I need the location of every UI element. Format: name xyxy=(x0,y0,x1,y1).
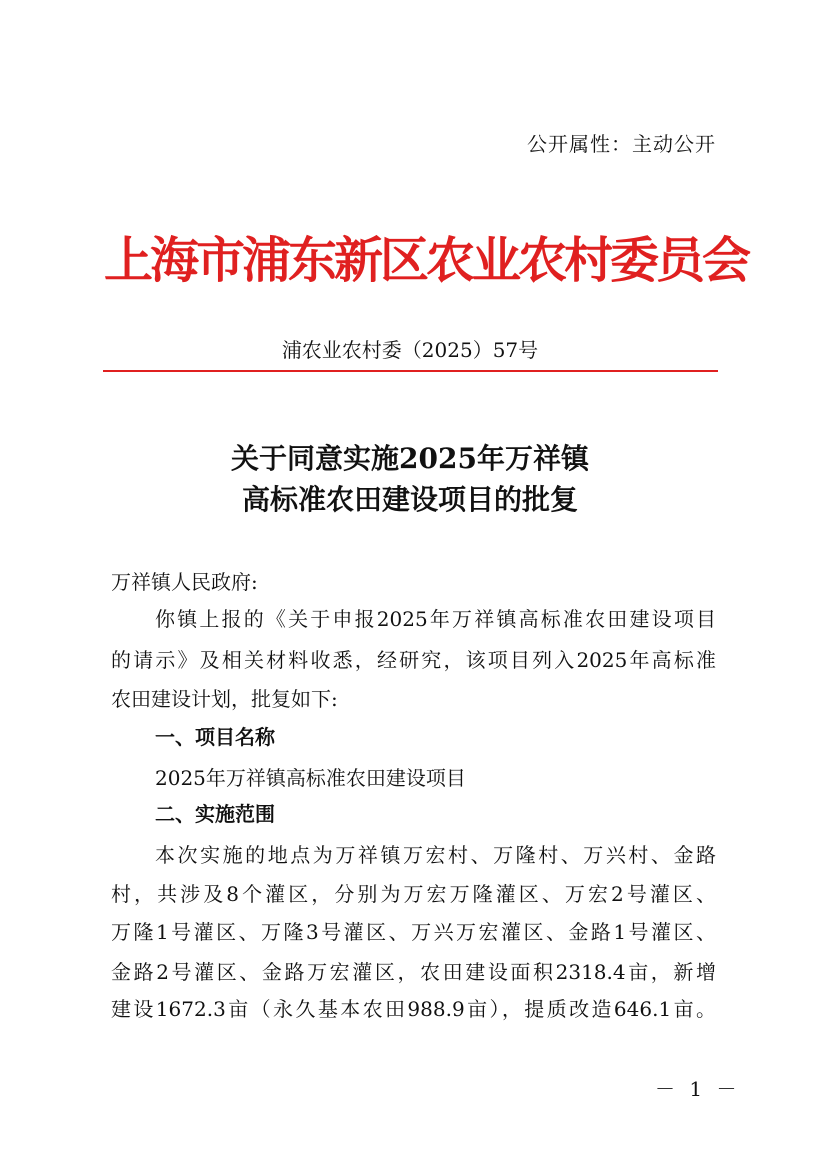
issuing-agency-title: 上海市浦东新区农业农村委员会 xyxy=(104,232,749,289)
paragraph-1-line-3: 农田建设计划，批复如下: xyxy=(111,687,338,711)
disclosure-label: 公开属性：主动公开 xyxy=(527,132,716,156)
section-2-line-3: 万隆1号灌区、万隆3号灌区、万兴万宏灌区、金路1号灌区、 xyxy=(111,920,716,944)
document-title-line-1: 关于同意实施2025年万祥镇 xyxy=(231,442,589,475)
section-2-line-5: 建设1672.3亩（永久基本农田988.9亩），提质改造646.1亩。 xyxy=(111,997,716,1021)
section-2-line-2: 村，共涉及8个灌区，分别为万宏万隆灌区、万宏2号灌区、 xyxy=(111,882,716,906)
red-separator-line xyxy=(103,370,718,372)
section-1-content: 2025年万祥镇高标准农田建设项目 xyxy=(155,766,466,790)
page-number: － 1 － xyxy=(655,1077,741,1101)
paragraph-1-line-1: 你镇上报的《关于申报2025年万祥镇高标准农田建设项目 xyxy=(155,607,716,631)
section-2-heading: 二、实施范围 xyxy=(155,802,275,826)
section-2-line-1: 本次实施的地点为万祥镇万宏村、万隆村、万兴村、金路 xyxy=(155,843,716,867)
document-title-line-2: 高标准农田建设项目的批复 xyxy=(241,483,578,516)
addressee: 万祥镇人民政府: xyxy=(111,570,258,594)
section-1-heading: 一、项目名称 xyxy=(155,725,275,749)
section-2-line-4: 金路2号灌区、金路万宏灌区，农田建设面积2318.4亩，新增 xyxy=(111,960,716,984)
paragraph-1-line-2: 的请示》及相关材料收悉，经研究，该项目列入2025年高标准 xyxy=(111,648,716,672)
document-number: 浦农业农村委（2025）57号 xyxy=(281,338,539,362)
